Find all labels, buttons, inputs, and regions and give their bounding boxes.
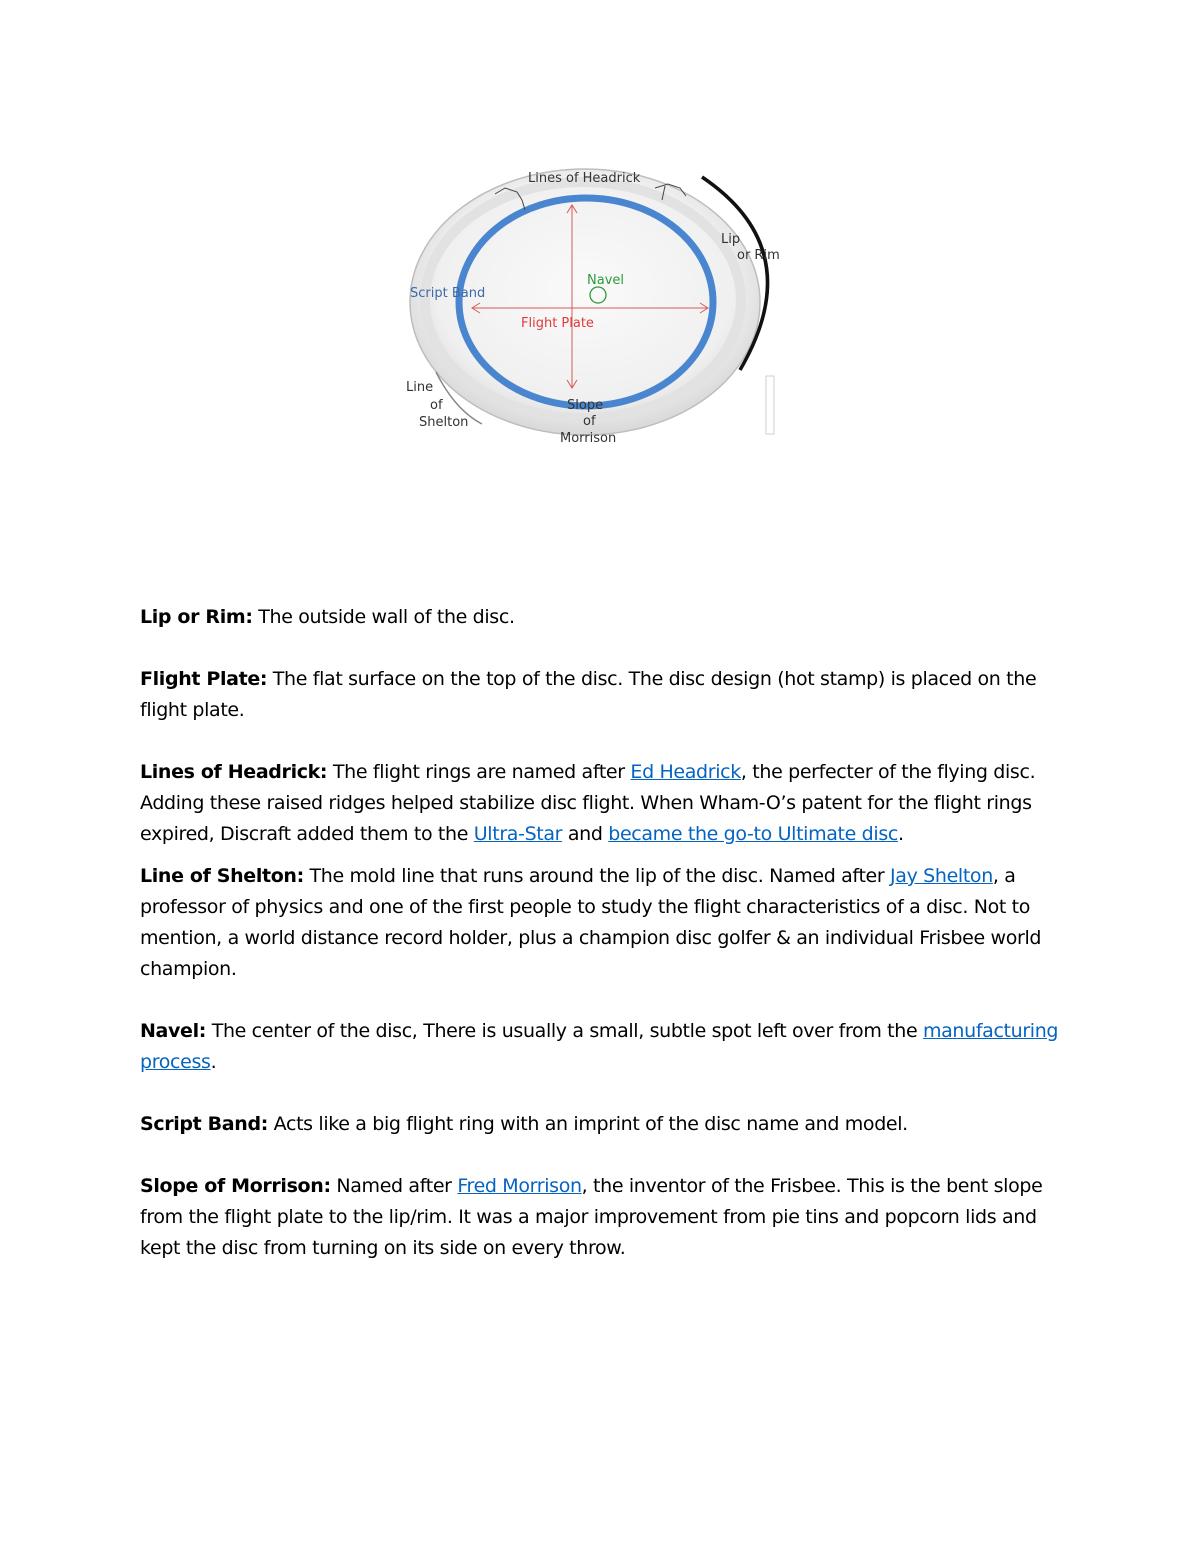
label-flight-plate: Flight Plate bbox=[521, 316, 594, 331]
frisbee-anatomy-diagram bbox=[400, 160, 810, 450]
label-slope-of-morrison-2: of bbox=[583, 414, 596, 429]
link-jay-shelton[interactable]: Jay Shelton bbox=[890, 865, 993, 887]
link-manufacturing-process[interactable]: manufacturing process bbox=[140, 1020, 1059, 1073]
term-navel: Navel: bbox=[140, 1020, 207, 1042]
term-flight-plate: Flight Plate: bbox=[140, 668, 268, 690]
label-or-rim: or Rim bbox=[737, 248, 780, 263]
label-line-of-shelton-2: of bbox=[430, 398, 443, 413]
definitions-list bbox=[140, 602, 1070, 1264]
label-lines-of-headrick: Lines of Headrick bbox=[528, 171, 641, 186]
definition-flight-plate bbox=[140, 664, 1070, 726]
definition-script-band bbox=[140, 1109, 1070, 1140]
label-slope-of-morrison-1: Slope bbox=[567, 398, 604, 413]
definition-slope-of-morrison bbox=[140, 1171, 1070, 1264]
link-ultra-star[interactable]: Ultra-Star bbox=[473, 823, 563, 845]
label-line-of-shelton-3: Shelton bbox=[419, 415, 469, 430]
definition-text: The center of the disc, There is usually a small, subtle spot left over from the bbox=[206, 1020, 923, 1042]
definition-text: and bbox=[562, 823, 609, 845]
link-fred-morrison[interactable]: Fred Morrison bbox=[457, 1175, 582, 1197]
definition-text: The flat surface on the top of the disc. The disc design (hot stamp) is placed on the flight plate. bbox=[140, 668, 1037, 721]
definition-text: . bbox=[210, 1051, 217, 1073]
definition-text: The mold line that runs around the lip of the disc. Named after bbox=[303, 865, 891, 887]
definition-line-of-shelton bbox=[140, 861, 1070, 985]
copyright-watermark bbox=[766, 376, 774, 434]
term-slope-of-morrison: Slope of Morrison: bbox=[140, 1175, 331, 1197]
definition-text: , the inventor of the Frisbee. This is the bent slope from the flight plate to the lip/rim. It was a major improvement from pie tins and popcorn lids and kept the disc from turning on its side on every throw. bbox=[140, 1175, 1043, 1259]
definition-text: The outside wall of the disc. bbox=[252, 606, 515, 628]
definition-text: , a professor of physics and one of the first people to study the flight characteristics of a disc. Not to mention, a world distance record holder, plus a champion disc golfer & an individual Frisbee world champion. bbox=[140, 865, 1042, 980]
disc-diagram-svg bbox=[400, 160, 810, 450]
term-script-band: Script Band: bbox=[140, 1113, 268, 1135]
label-navel: Navel bbox=[587, 273, 624, 288]
definition-text: Acts like a big flight ring with an imprint of the disc name and model. bbox=[267, 1113, 908, 1135]
term-lines-of-headrick: Lines of Headrick: bbox=[140, 761, 328, 783]
definition-text: The flight rings are named after bbox=[327, 761, 631, 783]
term-line-of-shelton: Line of Shelton: bbox=[140, 865, 304, 887]
link-go-to-ultimate-disc[interactable]: became the go-to Ultimate disc bbox=[608, 823, 898, 845]
definition-text: Named after bbox=[330, 1175, 458, 1197]
definition-text: , the perfecter of the flying disc. Adding these raised ridges helped stabilize disc flight. When Wham-O’s patent for the flight rings expired, Discraft added them to the bbox=[140, 761, 1036, 845]
definition-text: . bbox=[897, 823, 904, 845]
label-script-band: Script Band bbox=[410, 286, 486, 301]
label-slope-of-morrison-3: Morrison bbox=[560, 431, 617, 446]
definition-lip-or-rim bbox=[140, 602, 1070, 633]
definition-navel bbox=[140, 1016, 1070, 1078]
label-line-of-shelton-1: Line bbox=[406, 380, 434, 395]
term-lip-or-rim: Lip or Rim: bbox=[140, 606, 253, 628]
label-lip: Lip bbox=[721, 232, 741, 247]
definition-lines-of-headrick bbox=[140, 757, 1070, 850]
link-ed-headrick[interactable]: Ed Headrick bbox=[630, 761, 741, 783]
